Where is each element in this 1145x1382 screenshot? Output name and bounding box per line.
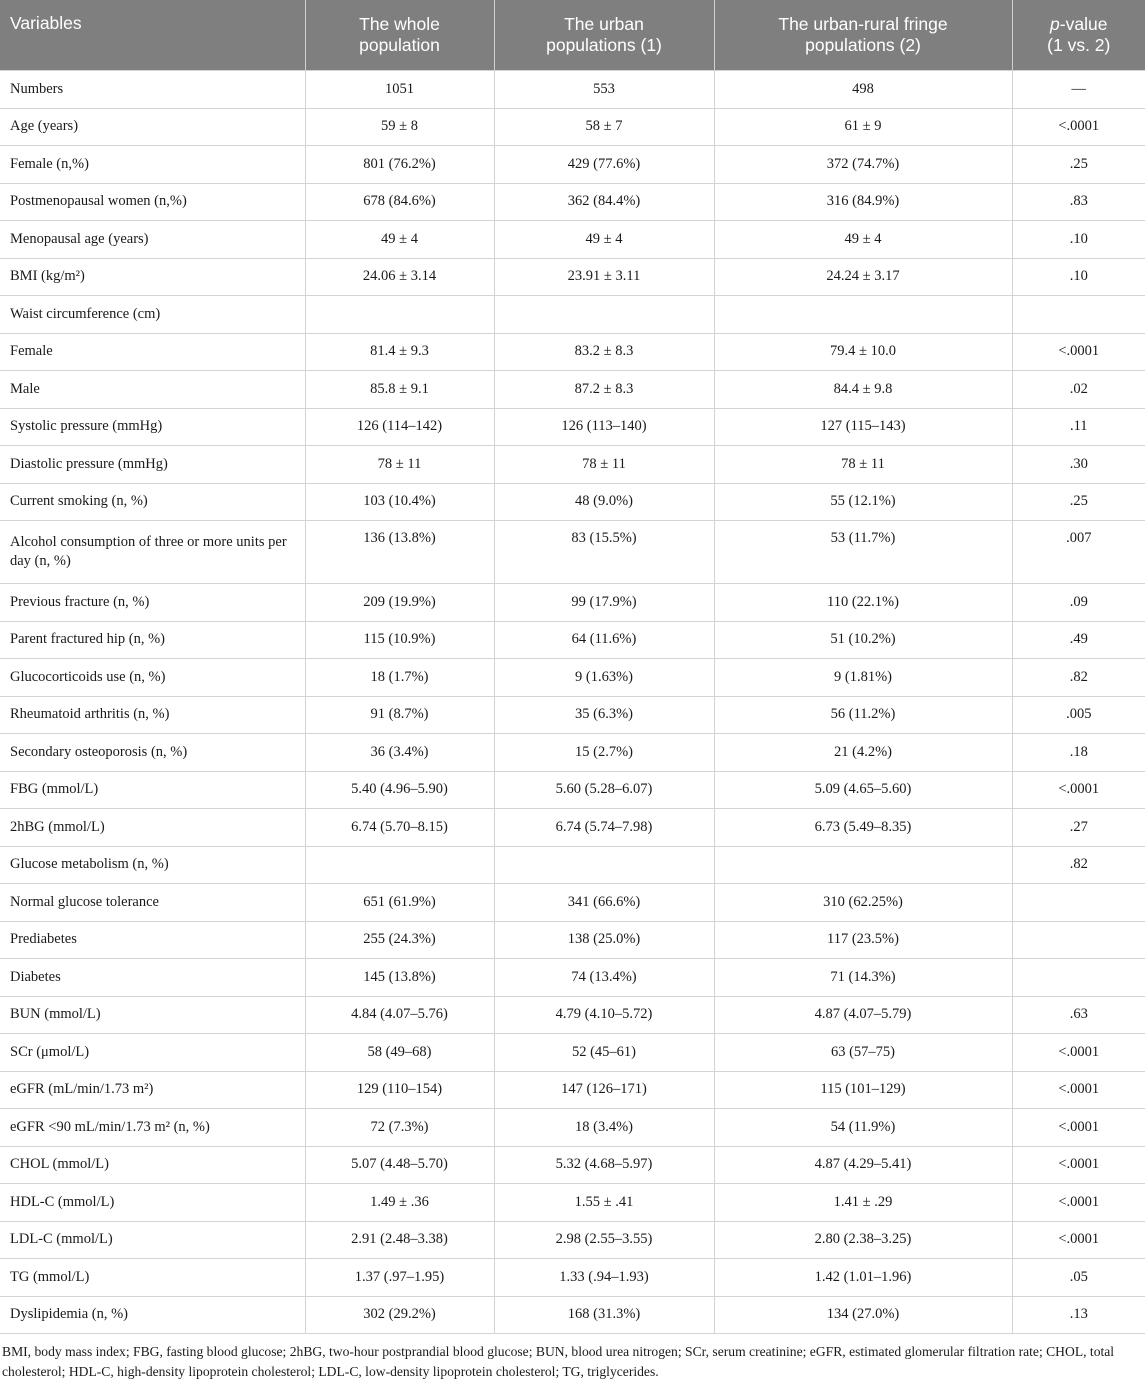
cell-variable: Postmenopausal women (n,%) xyxy=(0,183,305,221)
table-row xyxy=(0,771,1145,809)
cell-p-value: .82 xyxy=(1012,846,1145,884)
table-row xyxy=(0,221,1145,259)
cell-urban: 553 xyxy=(494,71,714,109)
cell-fringe: 9 (1.81%) xyxy=(714,659,1012,697)
table-header xyxy=(0,0,1145,71)
cell-variable: LDL-C (mmol/L) xyxy=(0,1221,305,1259)
cell-urban: 9 (1.63%) xyxy=(494,659,714,697)
cell-fringe: 4.87 (4.07–5.79) xyxy=(714,996,1012,1034)
cell-urban: 64 (11.6%) xyxy=(494,621,714,659)
cell-urban xyxy=(494,846,714,884)
cell-urban: 341 (66.6%) xyxy=(494,884,714,922)
cell-fringe: 6.73 (5.49–8.35) xyxy=(714,809,1012,847)
cell-variable: Male xyxy=(0,371,305,409)
cell-fringe: 498 xyxy=(714,71,1012,109)
cell-fringe: 310 (62.25%) xyxy=(714,884,1012,922)
cell-variable: FBG (mmol/L) xyxy=(0,771,305,809)
cell-variable: Glucocorticoids use (n, %) xyxy=(0,659,305,697)
cell-fringe xyxy=(714,846,1012,884)
table-row xyxy=(0,146,1145,184)
cell-variable: Rheumatoid arthritis (n, %) xyxy=(0,696,305,734)
table-row xyxy=(0,1259,1145,1297)
cell-whole: 1.49 ± .36 xyxy=(305,1184,494,1222)
table-row xyxy=(0,483,1145,521)
header-p-value: p-value (1 vs. 2) xyxy=(1012,0,1145,71)
cell-whole: 6.74 (5.70–8.15) xyxy=(305,809,494,847)
cell-variable: Current smoking (n, %) xyxy=(0,483,305,521)
cell-variable: Secondary osteoporosis (n, %) xyxy=(0,734,305,772)
cell-variable: Numbers xyxy=(0,71,305,109)
cell-urban: 6.74 (5.74–7.98) xyxy=(494,809,714,847)
table-row xyxy=(0,621,1145,659)
cell-fringe: 71 (14.3%) xyxy=(714,959,1012,997)
cell-fringe: 127 (115–143) xyxy=(714,408,1012,446)
cell-variable: SCr (μmol/L) xyxy=(0,1034,305,1072)
cell-p-value xyxy=(1012,296,1145,334)
table-row xyxy=(0,446,1145,484)
table-row xyxy=(0,809,1145,847)
cell-variable: Glucose metabolism (n, %) xyxy=(0,846,305,884)
cell-variable: Female xyxy=(0,333,305,371)
cell-whole: 1051 xyxy=(305,71,494,109)
cell-p-value: .27 xyxy=(1012,809,1145,847)
cell-fringe: 51 (10.2%) xyxy=(714,621,1012,659)
table-row xyxy=(0,734,1145,772)
cell-variable: Previous fracture (n, %) xyxy=(0,584,305,622)
cell-fringe: 78 ± 11 xyxy=(714,446,1012,484)
header-variables: Variables xyxy=(0,0,305,71)
table-footnote: BMI, body mass index; FBG, fasting blood glucose; 2hBG, two-hour postprandial blood glucose; BUN, blood urea nitrogen; SCr, serum creatinine; eGFR, estimated glomerular filtration rate; CHOL, total cholesterol; HDL-C, high-density lipoprotein cholesterol; LDL-C, low-density lipoprotein cholesterol; TG, triglycerides. xyxy=(2,1344,1115,1379)
cell-p-value: <.0001 xyxy=(1012,1221,1145,1259)
cell-urban: 83 (15.5%) xyxy=(494,521,714,584)
cell-urban xyxy=(494,296,714,334)
cell-whole: 115 (10.9%) xyxy=(305,621,494,659)
cell-variable: Systolic pressure (mmHg) xyxy=(0,408,305,446)
cell-whole: 91 (8.7%) xyxy=(305,696,494,734)
cell-urban: 5.32 (4.68–5.97) xyxy=(494,1146,714,1184)
cell-whole: 36 (3.4%) xyxy=(305,734,494,772)
cell-fringe: 24.24 ± 3.17 xyxy=(714,258,1012,296)
table-row xyxy=(0,921,1145,959)
cell-fringe: 56 (11.2%) xyxy=(714,696,1012,734)
cell-whole: 678 (84.6%) xyxy=(305,183,494,221)
cell-whole xyxy=(305,296,494,334)
cell-p-value: .007 xyxy=(1012,521,1145,584)
cell-fringe: 4.87 (4.29–5.41) xyxy=(714,1146,1012,1184)
cell-p-value: .82 xyxy=(1012,659,1145,697)
cell-p-value: <.0001 xyxy=(1012,333,1145,371)
table-row xyxy=(0,108,1145,146)
cell-urban: 49 ± 4 xyxy=(494,221,714,259)
cell-whole: 255 (24.3%) xyxy=(305,921,494,959)
cell-urban: 74 (13.4%) xyxy=(494,959,714,997)
table-row xyxy=(0,71,1145,109)
header-whole-population: The whole population xyxy=(305,0,494,71)
table-row xyxy=(0,296,1145,334)
cell-p-value: .18 xyxy=(1012,734,1145,772)
header-urban-populations: The urban populations (1) xyxy=(494,0,714,71)
cell-fringe: 5.09 (4.65–5.60) xyxy=(714,771,1012,809)
table-row xyxy=(0,884,1145,922)
cell-whole: 103 (10.4%) xyxy=(305,483,494,521)
cell-whole: 651 (61.9%) xyxy=(305,884,494,922)
cell-p-value: .10 xyxy=(1012,258,1145,296)
cell-whole: 4.84 (4.07–5.76) xyxy=(305,996,494,1034)
cell-urban: 362 (84.4%) xyxy=(494,183,714,221)
cell-variable: Menopausal age (years) xyxy=(0,221,305,259)
cell-fringe: 55 (12.1%) xyxy=(714,483,1012,521)
cell-variable: Parent fractured hip (n, %) xyxy=(0,621,305,659)
cell-urban: 4.79 (4.10–5.72) xyxy=(494,996,714,1034)
cell-fringe: 79.4 ± 10.0 xyxy=(714,333,1012,371)
cell-whole: 801 (76.2%) xyxy=(305,146,494,184)
table-row xyxy=(0,996,1145,1034)
cell-whole: 81.4 ± 9.3 xyxy=(305,333,494,371)
cell-p-value: — xyxy=(1012,71,1145,109)
cell-p-value: .30 xyxy=(1012,446,1145,484)
cell-fringe: 372 (74.7%) xyxy=(714,146,1012,184)
table-row xyxy=(0,1184,1145,1222)
cell-variable: Prediabetes xyxy=(0,921,305,959)
cell-whole: 72 (7.3%) xyxy=(305,1109,494,1147)
cell-fringe: 1.41 ± .29 xyxy=(714,1184,1012,1222)
cell-variable: Alcohol consumption of three or more units per day (n, %) xyxy=(0,521,305,584)
cell-variable: 2hBG (mmol/L) xyxy=(0,809,305,847)
cell-fringe: 53 (11.7%) xyxy=(714,521,1012,584)
table-row xyxy=(0,1034,1145,1072)
table-row xyxy=(0,1109,1145,1147)
cell-fringe: 316 (84.9%) xyxy=(714,183,1012,221)
cell-urban: 138 (25.0%) xyxy=(494,921,714,959)
cell-p-value xyxy=(1012,921,1145,959)
cell-p-value: <.0001 xyxy=(1012,1071,1145,1109)
cell-variable: Normal glucose tolerance xyxy=(0,884,305,922)
cell-whole: 1.37 (.97–1.95) xyxy=(305,1259,494,1297)
cell-whole: 59 ± 8 xyxy=(305,108,494,146)
cell-variable: TG (mmol/L) xyxy=(0,1259,305,1297)
cell-fringe: 1.42 (1.01–1.96) xyxy=(714,1259,1012,1297)
cell-urban: 2.98 (2.55–3.55) xyxy=(494,1221,714,1259)
table-row xyxy=(0,846,1145,884)
table-row xyxy=(0,258,1145,296)
cell-p-value: .02 xyxy=(1012,371,1145,409)
cell-fringe: 21 (4.2%) xyxy=(714,734,1012,772)
cell-urban: 35 (6.3%) xyxy=(494,696,714,734)
cell-p-value: <.0001 xyxy=(1012,1146,1145,1184)
cell-urban: 87.2 ± 8.3 xyxy=(494,371,714,409)
cell-variable: Female (n,%) xyxy=(0,146,305,184)
cell-variable: Diabetes xyxy=(0,959,305,997)
table-row xyxy=(0,183,1145,221)
cell-urban: 58 ± 7 xyxy=(494,108,714,146)
cell-p-value: .11 xyxy=(1012,408,1145,446)
cell-p-value: .05 xyxy=(1012,1259,1145,1297)
cell-p-value: .83 xyxy=(1012,183,1145,221)
cell-whole: 78 ± 11 xyxy=(305,446,494,484)
cell-p-value xyxy=(1012,884,1145,922)
cell-p-value: .25 xyxy=(1012,146,1145,184)
cell-urban: 52 (45–61) xyxy=(494,1034,714,1072)
cell-urban: 23.91 ± 3.11 xyxy=(494,258,714,296)
cell-urban: 168 (31.3%) xyxy=(494,1296,714,1334)
table-row xyxy=(0,333,1145,371)
cell-variable: BUN (mmol/L) xyxy=(0,996,305,1034)
cell-urban: 147 (126–171) xyxy=(494,1071,714,1109)
table-row xyxy=(0,659,1145,697)
cell-whole xyxy=(305,846,494,884)
cell-urban: 83.2 ± 8.3 xyxy=(494,333,714,371)
cell-urban: 18 (3.4%) xyxy=(494,1109,714,1147)
cell-whole: 49 ± 4 xyxy=(305,221,494,259)
cell-whole: 302 (29.2%) xyxy=(305,1296,494,1334)
cell-urban: 48 (9.0%) xyxy=(494,483,714,521)
cell-variable: Age (years) xyxy=(0,108,305,146)
cell-whole: 5.07 (4.48–5.70) xyxy=(305,1146,494,1184)
table-row xyxy=(0,1146,1145,1184)
table-body xyxy=(0,71,1145,1334)
table-row xyxy=(0,584,1145,622)
cell-fringe: 49 ± 4 xyxy=(714,221,1012,259)
cell-variable: Waist circumference (cm) xyxy=(0,296,305,334)
cell-whole: 129 (110–154) xyxy=(305,1071,494,1109)
cell-urban: 1.55 ± .41 xyxy=(494,1184,714,1222)
cell-fringe: 54 (11.9%) xyxy=(714,1109,1012,1147)
cell-fringe: 110 (22.1%) xyxy=(714,584,1012,622)
cell-whole: 136 (13.8%) xyxy=(305,521,494,584)
cell-urban: 429 (77.6%) xyxy=(494,146,714,184)
cell-variable: Diastolic pressure (mmHg) xyxy=(0,446,305,484)
cell-fringe: 2.80 (2.38–3.25) xyxy=(714,1221,1012,1259)
cell-whole: 85.8 ± 9.1 xyxy=(305,371,494,409)
cell-urban: 15 (2.7%) xyxy=(494,734,714,772)
table-row xyxy=(0,1221,1145,1259)
cell-p-value: <.0001 xyxy=(1012,1184,1145,1222)
table-row xyxy=(0,521,1145,584)
cell-fringe: 84.4 ± 9.8 xyxy=(714,371,1012,409)
cell-variable: HDL-C (mmol/L) xyxy=(0,1184,305,1222)
cell-whole: 58 (49–68) xyxy=(305,1034,494,1072)
cell-variable: eGFR (mL/min/1.73 m²) xyxy=(0,1071,305,1109)
cell-p-value: .005 xyxy=(1012,696,1145,734)
cell-variable: BMI (kg/m²) xyxy=(0,258,305,296)
table-row xyxy=(0,408,1145,446)
cell-fringe: 134 (27.0%) xyxy=(714,1296,1012,1334)
cell-urban: 5.60 (5.28–6.07) xyxy=(494,771,714,809)
cell-fringe xyxy=(714,296,1012,334)
cell-fringe: 115 (101–129) xyxy=(714,1071,1012,1109)
cell-whole: 2.91 (2.48–3.38) xyxy=(305,1221,494,1259)
cell-whole: 24.06 ± 3.14 xyxy=(305,258,494,296)
cell-whole: 5.40 (4.96–5.90) xyxy=(305,771,494,809)
cell-p-value: <.0001 xyxy=(1012,108,1145,146)
cell-urban: 99 (17.9%) xyxy=(494,584,714,622)
cell-urban: 78 ± 11 xyxy=(494,446,714,484)
cell-whole: 18 (1.7%) xyxy=(305,659,494,697)
cell-whole: 145 (13.8%) xyxy=(305,959,494,997)
cell-urban: 1.33 (.94–1.93) xyxy=(494,1259,714,1297)
cell-p-value: .13 xyxy=(1012,1296,1145,1334)
cell-variable: CHOL (mmol/L) xyxy=(0,1146,305,1184)
table-row xyxy=(0,959,1145,997)
cell-variable: Dyslipidemia (n, %) xyxy=(0,1296,305,1334)
header-fringe-populations: The urban-rural fringe populations (2) xyxy=(714,0,1012,71)
header-row xyxy=(0,0,1145,71)
cell-whole: 209 (19.9%) xyxy=(305,584,494,622)
cell-p-value: <.0001 xyxy=(1012,771,1145,809)
cell-fringe: 117 (23.5%) xyxy=(714,921,1012,959)
cell-fringe: 61 ± 9 xyxy=(714,108,1012,146)
cell-urban: 126 (113–140) xyxy=(494,408,714,446)
cell-p-value: .49 xyxy=(1012,621,1145,659)
table-row xyxy=(0,371,1145,409)
cell-variable: eGFR <90 mL/min/1.73 m² (n, %) xyxy=(0,1109,305,1147)
cell-p-value xyxy=(1012,959,1145,997)
cell-p-value: <.0001 xyxy=(1012,1109,1145,1147)
cell-p-value: .09 xyxy=(1012,584,1145,622)
cell-fringe: 63 (57–75) xyxy=(714,1034,1012,1072)
cell-p-value: .10 xyxy=(1012,221,1145,259)
cell-whole: 126 (114–142) xyxy=(305,408,494,446)
table-row xyxy=(0,1296,1145,1334)
cell-p-value: .63 xyxy=(1012,996,1145,1034)
cell-p-value: .25 xyxy=(1012,483,1145,521)
table-row xyxy=(0,696,1145,734)
cell-p-value: <.0001 xyxy=(1012,1034,1145,1072)
table-row xyxy=(0,1071,1145,1109)
